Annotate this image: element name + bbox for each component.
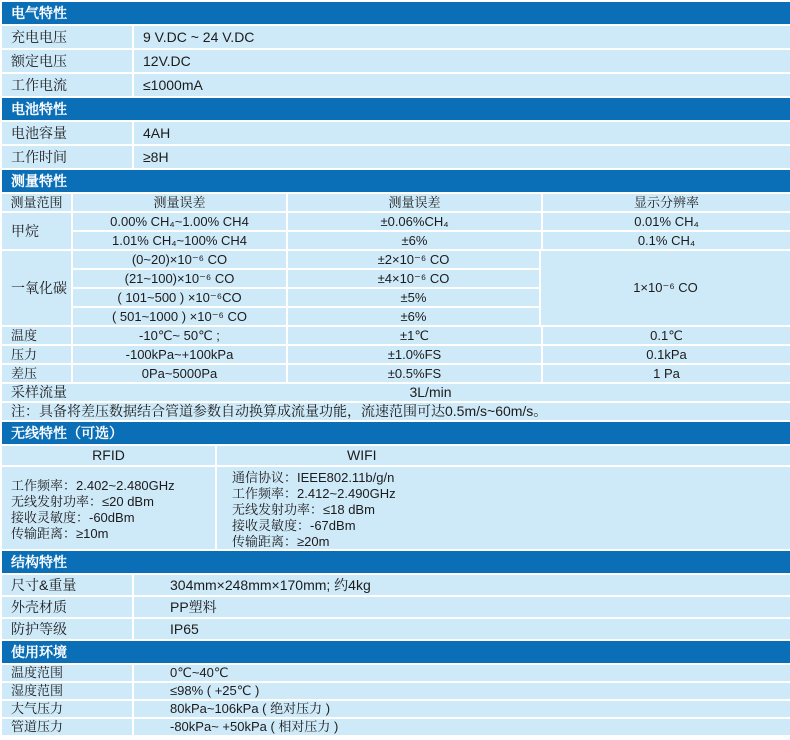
row-value: PP塑料 [134,597,790,617]
row-label: 大气压力 [2,701,132,717]
spec-line: 工作频率：2.402~2.480GHz [11,478,175,493]
table-row [73,251,539,268]
error-cell: ±6% [288,232,541,249]
resolution-cell-merged: 1×10⁻⁶ CO [541,251,790,325]
row-label: 压力 [2,346,71,363]
row-value: 9 V.DC ~ 24 V.DC [134,26,790,48]
resolution-cell: 1 Pa [543,365,790,382]
spec-line: 接收灵敏度：-67dBm [232,518,356,533]
row-label: 湿度范围 [2,683,132,699]
section-header-structure: 结构特性 [2,551,790,573]
table-row [2,146,790,168]
row-label: 尺寸&重量 [2,575,132,595]
note-row [2,403,790,420]
column-header-wifi: WIFI [217,446,790,465]
table-row [73,270,539,287]
row-label: 工作时间 [2,146,132,168]
error-cell: ±6% [288,308,539,325]
table-row [2,597,790,617]
resolution-cell: 0.01% CH₄ [543,213,790,230]
error-cell: ±1℃ [288,327,541,344]
table-row [2,122,790,144]
row-value: 12V.DC [134,50,790,72]
table-row [2,26,790,48]
spec-line: 接收灵敏度：-60dBm [11,510,135,525]
section-header-electrical: 电气特性 [2,2,790,24]
gas-subrows [73,213,790,249]
table-row [2,365,790,382]
range-cell: ( 501~1000 ) ×10⁻⁶ CO [73,308,286,325]
row-label: 外壳材质 [2,597,132,617]
row-label: 温度 [2,327,71,344]
column-header: 测量范围 [2,194,71,211]
range-cell: (21~100)×10⁻⁶ CO [73,270,286,287]
range-cell: 1.01% CH₄~100% CH4 [73,232,286,249]
row-label: 采样流量 [11,384,67,400]
table-row [73,232,790,249]
resolution-cell: 0.1kPa [543,346,790,363]
table-row [73,213,790,230]
spec-line: 传输距离：≥20m [232,534,330,549]
spec-line: 无线发射功率：≤18 dBm [232,502,375,517]
spec-line: 传输距离：≥10m [11,526,109,541]
row-value: 80kPa~106kPa ( 绝对压力 ) [134,701,790,717]
gas-label: 一氧化碳 [2,251,71,325]
spec-line: 无线发射功率：≤20 dBm [11,494,154,509]
table-row [2,683,790,699]
error-cell: ±0.06%CH₄ [288,213,541,230]
resolution-cell: 0.1% CH₄ [543,232,790,249]
flow-row [2,384,790,401]
spec-line: 工作频率：2.412~2.490GHz [232,486,396,501]
row-value: ≥8H [134,146,790,168]
row-value: ≤1000mA [134,74,790,96]
table-row [2,575,790,595]
section-header-environment: 使用环境 [2,641,790,663]
flow-cell [2,384,790,401]
row-label: 电池容量 [2,122,132,144]
resolution-cell: 0.1℃ [543,327,790,344]
table-row [2,619,790,639]
row-value: IP65 [134,619,790,639]
error-cell: ±4×10⁻⁶ CO [288,270,539,287]
spec-line: 通信协议：IEEE802.11b/g/n [232,470,395,485]
table-row [73,289,539,306]
row-label: 充电电压 [2,26,132,48]
row-value: 304mm×248mm×170mm; 约4kg [134,575,790,595]
column-header: 测量误差 [288,194,541,211]
measurement-column-headers [2,194,790,211]
range-cell: -100kPa~+100kPa [73,346,286,363]
error-cell: ±2×10⁻⁶ CO [288,251,539,268]
row-value: -80kPa~ +50kPa ( 相对压力 ) [134,719,790,735]
wifi-specs [217,467,790,549]
gas-group-methane [2,213,790,249]
range-cell: ( 101~500 ) ×10⁻⁶CO [73,289,286,306]
error-cell: ±0.5%FS [288,365,541,382]
row-label: 额定电压 [2,50,132,72]
section-header-wireless: 无线特性（可选） [2,422,790,444]
table-row [73,308,539,325]
row-value: 0℃~40℃ [134,665,790,681]
table-row [2,346,790,363]
column-header: 显示分辨率 [543,194,790,211]
row-label: 温度范围 [2,665,132,681]
row-label: 管道压力 [2,719,132,735]
table-row [2,719,790,735]
error-cell: ±5% [288,289,539,306]
row-label: 防护等级 [2,619,132,639]
rfid-specs [2,467,215,549]
error-cell: ±1.0%FS [288,346,541,363]
row-label: 差压 [2,365,71,382]
gas-label: 甲烷 [2,213,71,249]
table-row [2,50,790,72]
gas-subrows [73,251,539,325]
wireless-content [2,467,790,549]
range-cell: (0~20)×10⁻⁶ CO [73,251,286,268]
range-cell: -10℃~ 50℃ ; [73,327,286,344]
column-header: 测量误差 [73,194,286,211]
table-row [2,74,790,96]
note-text: 注：具备将差压数据结合管道参数自动换算成流量功能，流速范围可达0.5m/s~60m/s。 [2,403,790,420]
row-value: 4AH [134,122,790,144]
section-header-battery: 电池特性 [2,98,790,120]
table-row [2,327,790,344]
gas-group-co [2,251,790,325]
column-header-rfid: RFID [2,446,215,465]
row-label: 工作电流 [2,74,132,96]
range-cell: 0Pa~5000Pa [73,365,286,382]
table-row [2,701,790,717]
row-value: 3L/min [409,384,452,400]
wireless-column-headers [2,446,790,465]
range-cell: 0.00% CH₄~1.00% CH4 [73,213,286,230]
row-value: ≤98% ( +25℃ ) [134,683,790,699]
section-header-measurement: 测量特性 [2,170,790,192]
table-row [2,665,790,681]
